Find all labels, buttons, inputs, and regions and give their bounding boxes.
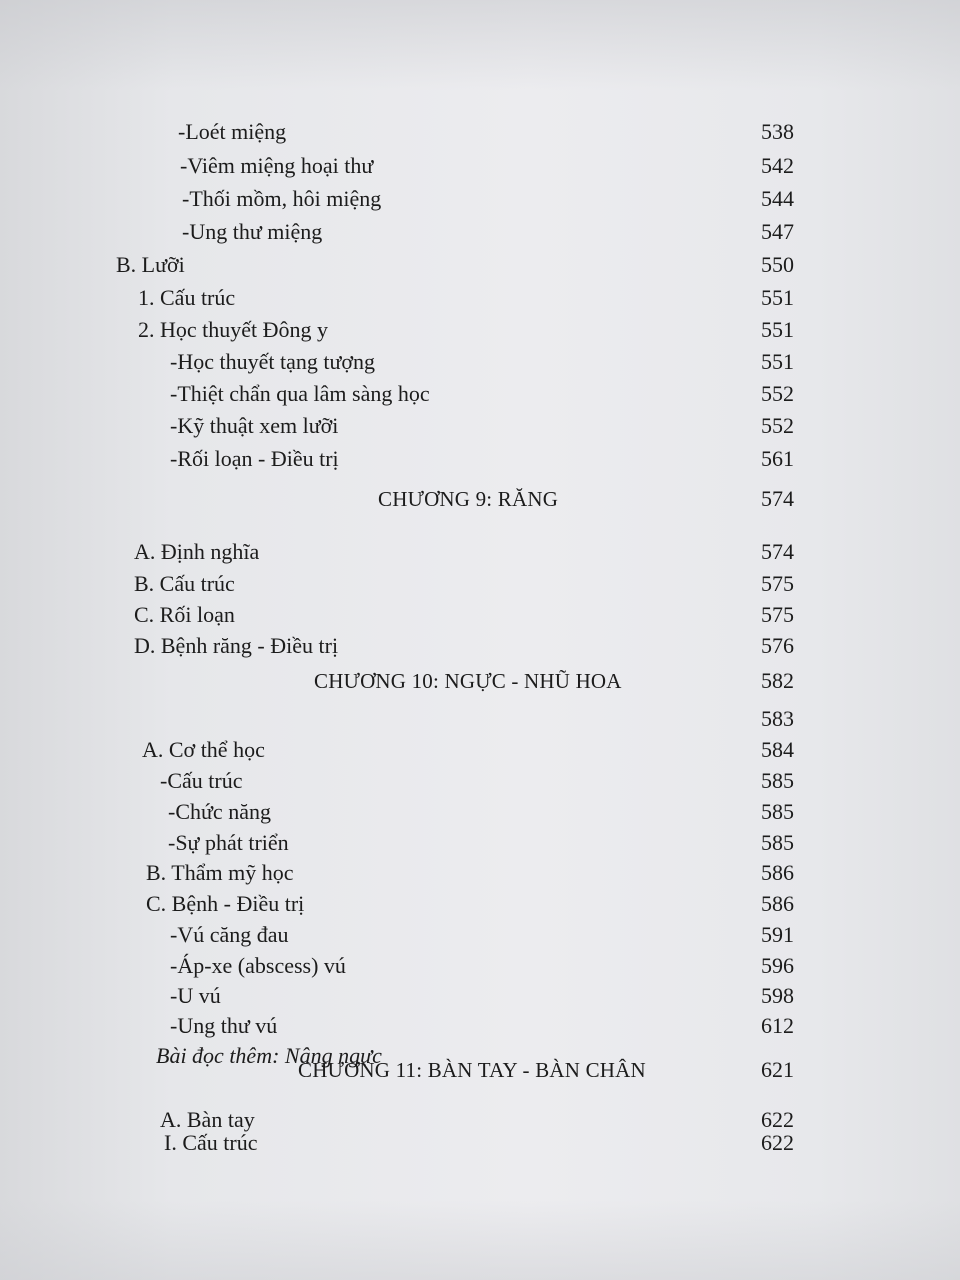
toc-entry-label: B. Cấu trúc bbox=[134, 571, 235, 596]
toc-entry-label: -Kỹ thuật xem lưỡi bbox=[170, 413, 339, 438]
toc-page-number: 538 bbox=[761, 119, 794, 144]
toc-page-number: 598 bbox=[761, 983, 794, 1008]
toc-entry bbox=[0, 1127, 960, 1159]
toc-entry bbox=[0, 346, 960, 378]
toc-entry-label: C. Rối loạn bbox=[134, 602, 235, 627]
toc-entry bbox=[0, 1010, 960, 1042]
toc-entry-label: D. Bệnh răng - Điều trị bbox=[134, 633, 339, 658]
toc-page-number: 542 bbox=[761, 153, 794, 178]
toc-entry bbox=[0, 950, 960, 982]
toc-entry bbox=[0, 827, 960, 859]
toc-page-number: 561 bbox=[761, 446, 794, 471]
toc-entry bbox=[0, 116, 960, 148]
toc-entry bbox=[0, 857, 960, 889]
toc-entry-label: -Sự phát triển bbox=[168, 830, 289, 855]
toc-entry bbox=[0, 568, 960, 600]
toc-page-number: 582 bbox=[761, 668, 794, 693]
toc-entry-label: -Viêm miệng hoại thư bbox=[180, 153, 374, 178]
toc-entry bbox=[0, 216, 960, 248]
toc-entry-label: Bài đọc thêm: Nâng ngực bbox=[156, 1043, 382, 1068]
toc-page-number: 591 bbox=[761, 922, 794, 947]
toc-entry-label: -Rối loạn - Điều trị bbox=[170, 446, 339, 471]
toc-page-number: 612 bbox=[761, 1013, 794, 1038]
toc-page-number: 574 bbox=[761, 486, 794, 511]
toc-page-number: 575 bbox=[761, 571, 794, 596]
toc-entry bbox=[0, 378, 960, 410]
toc-page-number: 576 bbox=[761, 633, 794, 658]
chapter-heading bbox=[0, 1054, 960, 1086]
toc-entry bbox=[0, 249, 960, 281]
toc-entry-label: A. Định nghĩa bbox=[134, 539, 260, 564]
toc-entry-label: 1. Cấu trúc bbox=[138, 285, 236, 310]
chapter-title: CHƯƠNG 9: RĂNG bbox=[378, 487, 559, 511]
toc-page-number: 551 bbox=[761, 317, 794, 342]
toc-entry bbox=[0, 703, 960, 735]
chapter-title: CHƯƠNG 10: NGỰC - NHŨ HOA bbox=[314, 669, 622, 693]
toc-page-number: 552 bbox=[761, 381, 794, 406]
toc-page-number: 574 bbox=[761, 539, 794, 564]
toc-entry-label: -Thiệt chẩn qua lâm sàng học bbox=[170, 381, 430, 406]
toc-entry-label: -Vú căng đau bbox=[170, 922, 289, 947]
toc-entry bbox=[0, 734, 960, 766]
toc-entry-label: B. Thẩm mỹ học bbox=[146, 860, 294, 885]
toc-page-number: 622 bbox=[761, 1130, 794, 1155]
toc-page-number: 583 bbox=[761, 706, 794, 731]
toc-entry-label: 2. Học thuyết Đông y bbox=[138, 317, 329, 342]
toc-entry-label: -Ung thư miệng bbox=[182, 219, 323, 244]
toc-page-number: 544 bbox=[761, 186, 794, 211]
toc-entry bbox=[0, 888, 960, 920]
toc-page-number: 584 bbox=[761, 737, 794, 762]
chapter-title: CHƯƠNG 11: BÀN TAY - BÀN CHÂN bbox=[298, 1058, 646, 1082]
toc-entry-label: A. Bàn tay bbox=[160, 1107, 255, 1132]
toc-entry-label: C. Bệnh - Điều trị bbox=[146, 891, 305, 916]
toc-entry bbox=[0, 282, 960, 314]
toc-entry bbox=[0, 919, 960, 951]
toc-entry bbox=[0, 599, 960, 631]
toc-entry bbox=[0, 314, 960, 346]
chapter-heading bbox=[0, 665, 960, 697]
toc-entry-label: -Chức năng bbox=[168, 799, 271, 824]
toc-entry-label: -Cấu trúc bbox=[160, 768, 243, 793]
toc-entry-label: -Thối mồm, hôi miệng bbox=[182, 186, 382, 211]
toc-page-number: 547 bbox=[761, 219, 794, 244]
toc-page-number: 585 bbox=[761, 768, 794, 793]
toc-entry-label: B. Lưỡi bbox=[116, 252, 185, 277]
toc-page-number: 575 bbox=[761, 602, 794, 627]
toc-page-number: 585 bbox=[761, 799, 794, 824]
toc-entry-label: A. Cơ thể học bbox=[142, 737, 265, 762]
toc-entry bbox=[0, 443, 960, 475]
toc-page-number: 622 bbox=[761, 1107, 794, 1132]
toc-page-number: 585 bbox=[761, 830, 794, 855]
page-shadow-bottom bbox=[0, 1200, 960, 1280]
toc-entry bbox=[0, 980, 960, 1012]
toc-entry bbox=[0, 536, 960, 568]
toc-page-number: 586 bbox=[761, 891, 794, 916]
toc-entry bbox=[0, 796, 960, 828]
toc-page-number: 550 bbox=[761, 252, 794, 277]
chapter-heading bbox=[0, 483, 960, 515]
toc-page-number: 551 bbox=[761, 349, 794, 374]
toc-entry bbox=[0, 150, 960, 182]
toc-page-number: 586 bbox=[761, 860, 794, 885]
toc-entry-label: -U vú bbox=[170, 983, 221, 1008]
toc-entry-label: -Học thuyết tạng tượng bbox=[170, 349, 376, 374]
toc-entry bbox=[0, 630, 960, 662]
toc-entry-label: -Loét miệng bbox=[178, 119, 287, 144]
toc-entry-label: -Ung thư vú bbox=[170, 1013, 278, 1038]
toc-page-number: 596 bbox=[761, 953, 794, 978]
toc-page-number: 551 bbox=[761, 285, 794, 310]
toc-entry-label: I. Cấu trúc bbox=[164, 1130, 258, 1155]
toc-page-number: 621 bbox=[761, 1057, 794, 1082]
toc-page-number: 552 bbox=[761, 413, 794, 438]
toc-entry bbox=[0, 410, 960, 442]
toc-entry-label: -Áp-xe (abscess) vú bbox=[170, 953, 346, 978]
toc-entry bbox=[0, 765, 960, 797]
page-shadow-top bbox=[0, 0, 960, 90]
toc-entry bbox=[0, 183, 960, 215]
